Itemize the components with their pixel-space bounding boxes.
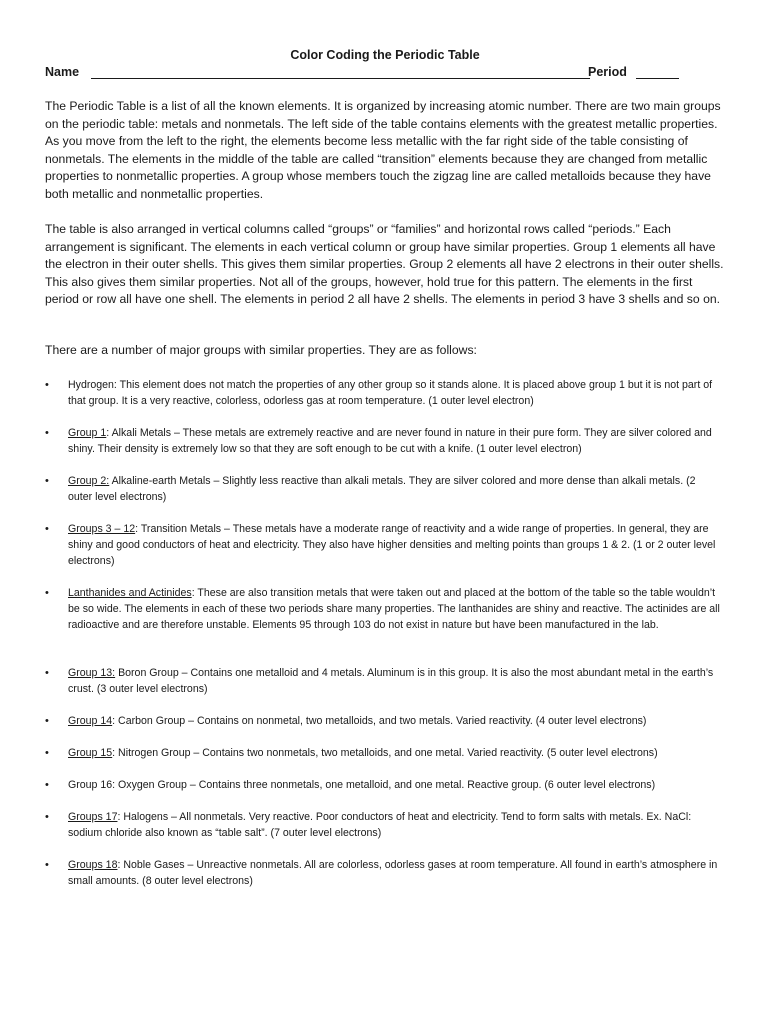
item-text: : These are also transition metals that were taken out and placed at the bottom of the table so the table wouldn’t be so wide. The elements in each of these two periods share many properties. The lanthanides are shiny and reactive. The actinides are all radioactive and are therefore unstable. Elements 95 through 103 do not exist in nature but have been manufactured in the lab. [68, 587, 720, 631]
item-text: : Alkali Metals – These metals are extremely reactive and are never found in nature in their pure form. They are silver colored and shiny. Their density is extremely low so that they are soft enough to be cut with a knife. (1 outer level electron) [68, 427, 712, 455]
bullet-icon: • [45, 667, 49, 679]
item-label: Group 2: [68, 475, 110, 487]
bullet-icon: • [45, 523, 49, 535]
item-text: Group 16: Oxygen Group – Contains three nonmetals, one metalloid, and one metal. Reactive group. (6 outer level electrons) [68, 779, 656, 791]
item-label: Groups 17 [68, 811, 118, 823]
bullet-icon: • [45, 811, 49, 823]
bullet-icon: • [45, 427, 49, 439]
item-label: Groups 18 [68, 859, 118, 871]
name-blank-line[interactable] [91, 78, 590, 79]
item-label: Group 1 [68, 427, 107, 439]
item-text: : Carbon Group – Contains on nonmetal, two metalloids, and two metals. Varied reactivity. (4 outer level electrons) [112, 715, 647, 727]
item-text: : Halogens – All nonmetals. Very reactive. Poor conductors of heat and electricity. Tend to form salts with metals. Ex. NaCl: sodium chloride also known as “table salt”. (7 outer level electrons) [68, 811, 692, 839]
groups-periods-paragraph: The table is also arranged in vertical columns called “groups” or “families” and horizontal rows called “periods.” Each arrangement is significant. The elements in each vertical column or group have similar properties. Group 1 elements all have the electron in their outer shells. This gives them similar properties. Group 2 elements all have 2 electrons in their outer shells. This also gives them similar properties. Not all of the groups, however, hold true for this pattern. The elements in the first period or row all have one shell. The elements in period 2 all have 2 shells. The elements in period 3 have 3 shells and so on. [45, 222, 724, 306]
item-label: Groups 3 – 12 [68, 523, 136, 535]
period-label: Period [588, 65, 627, 79]
bullet-icon: • [45, 747, 49, 759]
period-blank-line[interactable] [636, 78, 679, 79]
item-text: Hydrogen: This element does not match the properties of any other group so it stands alone. It is placed above group 1 but it is not part of that group. It is a very reactive, colorless, odorless gas at room temperature. (1 outer level electron) [68, 379, 713, 407]
bullet-icon: • [45, 379, 49, 391]
intro-paragraph: The Periodic Table is a list of all the known elements. It is organized by increasing atomic number. There are two main groups on the periodic table: metals and nonmetals. The left side of the table contains elements with the greatest metallic properties. As you move from the left to the right, the elements become less metallic with the far right side of the table consisting of nonmetals. The elements in the middle of the table are called “transition” elements because they are changed from metallic properties to nonmetallic properties. A group whose members touch the zigzag line are called metalloids because they have both metallic and nonmetallic properties. [45, 99, 721, 201]
bullet-icon: • [45, 715, 49, 727]
item-text: : Nitrogen Group – Contains two nonmetals, two metalloids, and one metal. Varied reactivity. (5 outer level electrons) [112, 747, 658, 759]
bullet-icon: • [45, 779, 49, 791]
major-groups-intro: There are a number of major groups with similar properties. They are as follows: [45, 343, 477, 357]
bullet-icon: • [45, 859, 49, 871]
item-label: Group 15 [68, 747, 113, 759]
bullet-icon: • [45, 587, 49, 599]
header-row [45, 65, 725, 83]
page-title: Color Coding the Periodic Table [290, 48, 480, 62]
item-text: Boron Group – Contains one metalloid and 4 metals. Aluminum is in this group. It is also the most abundant metal in the earth’s crust. (3 outer level electrons) [68, 667, 714, 695]
item-text: Alkaline-earth Metals – Slightly less reactive than alkali metals. They are silver colored and more dense than alkali metals. (2 outer level electrons) [68, 475, 696, 503]
item-text: : Transition Metals – These metals have a moderate range of reactivity and a wide range of properties. In general, they are shiny and good conductors of heat and electricity. They also have higher densities and melting points than groups 1 & 2. (1 or 2 outer level electrons) [68, 523, 716, 567]
bullet-icon: • [45, 475, 49, 487]
name-label: Name [45, 65, 80, 79]
item-text: : Noble Gases – Unreactive nonmetals. All are colorless, odorless gases at room temperature. All found in earth’s atmosphere in small amounts. (8 outer level electrons) [68, 859, 718, 887]
item-label: Lanthanides and Actinides [68, 587, 192, 599]
item-label: Group 13: [68, 667, 116, 679]
item-label: Group 14 [68, 715, 113, 727]
